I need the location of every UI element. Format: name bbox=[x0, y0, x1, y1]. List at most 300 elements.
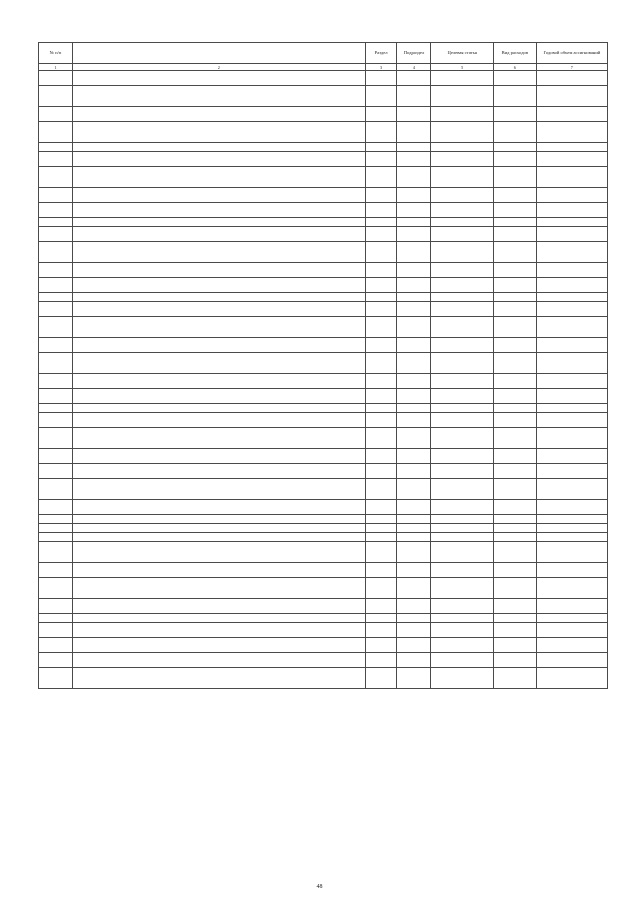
row-number-cell bbox=[39, 428, 73, 449]
row-expense-type-cell bbox=[493, 71, 536, 86]
row-amount-cell bbox=[536, 152, 607, 167]
row-subsection-cell bbox=[397, 449, 431, 464]
row-amount-cell bbox=[536, 479, 607, 500]
row-subsection-cell bbox=[397, 317, 431, 338]
row-article-cell bbox=[431, 338, 493, 353]
row-number-cell bbox=[39, 413, 73, 428]
row-expense-type-cell bbox=[493, 263, 536, 278]
row-expense-type-cell bbox=[493, 152, 536, 167]
row-expense-type-cell bbox=[493, 542, 536, 563]
row-section-cell bbox=[365, 167, 397, 188]
row-description-cell bbox=[72, 242, 365, 263]
table-row bbox=[39, 449, 608, 464]
row-expense-type-cell bbox=[493, 623, 536, 638]
row-subsection-cell bbox=[397, 338, 431, 353]
row-amount-cell bbox=[536, 578, 607, 599]
row-section-cell bbox=[365, 71, 397, 86]
row-subsection-cell bbox=[397, 203, 431, 218]
row-description-cell bbox=[72, 338, 365, 353]
row-article-cell bbox=[431, 614, 493, 623]
row-number-cell bbox=[39, 242, 73, 263]
row-description-cell bbox=[72, 479, 365, 500]
row-section-cell bbox=[365, 293, 397, 302]
row-article-cell bbox=[431, 242, 493, 263]
row-amount-cell bbox=[536, 278, 607, 293]
row-article-cell bbox=[431, 353, 493, 374]
row-description-cell bbox=[72, 623, 365, 638]
row-description-cell bbox=[72, 302, 365, 317]
row-number-cell bbox=[39, 188, 73, 203]
table-row bbox=[39, 278, 608, 293]
row-number-cell bbox=[39, 500, 73, 515]
row-article-cell bbox=[431, 449, 493, 464]
row-amount-cell bbox=[536, 353, 607, 374]
table-row bbox=[39, 374, 608, 389]
row-amount-cell bbox=[536, 71, 607, 86]
row-article-cell bbox=[431, 413, 493, 428]
row-expense-type-cell bbox=[493, 86, 536, 107]
row-expense-type-cell bbox=[493, 107, 536, 122]
header-expense-type: Вид расходов bbox=[493, 43, 536, 64]
row-expense-type-cell bbox=[493, 578, 536, 599]
row-number-cell bbox=[39, 464, 73, 479]
row-article-cell bbox=[431, 143, 493, 152]
row-expense-type-cell bbox=[493, 599, 536, 614]
row-section-cell bbox=[365, 143, 397, 152]
table-row bbox=[39, 317, 608, 338]
table-row bbox=[39, 428, 608, 449]
row-subsection-cell bbox=[397, 107, 431, 122]
row-expense-type-cell bbox=[493, 167, 536, 188]
budget-allocation-table bbox=[38, 42, 608, 689]
column-number: 2 bbox=[72, 64, 365, 71]
row-subsection-cell bbox=[397, 293, 431, 302]
row-section-cell bbox=[365, 464, 397, 479]
table-row bbox=[39, 143, 608, 152]
row-amount-cell bbox=[536, 86, 607, 107]
row-expense-type-cell bbox=[493, 653, 536, 668]
row-article-cell bbox=[431, 428, 493, 449]
table-row bbox=[39, 404, 608, 413]
row-amount-cell bbox=[536, 302, 607, 317]
table-row bbox=[39, 479, 608, 500]
row-article-cell bbox=[431, 122, 493, 143]
row-subsection-cell bbox=[397, 218, 431, 227]
row-expense-type-cell bbox=[493, 143, 536, 152]
table-row bbox=[39, 464, 608, 479]
table-row bbox=[39, 86, 608, 107]
row-number-cell bbox=[39, 578, 73, 599]
row-amount-cell bbox=[536, 143, 607, 152]
table-row bbox=[39, 203, 608, 218]
row-description-cell bbox=[72, 599, 365, 614]
row-amount-cell bbox=[536, 638, 607, 653]
row-subsection-cell bbox=[397, 167, 431, 188]
row-amount-cell bbox=[536, 218, 607, 227]
row-number-cell bbox=[39, 86, 73, 107]
row-expense-type-cell bbox=[493, 500, 536, 515]
row-subsection-cell bbox=[397, 122, 431, 143]
row-section-cell bbox=[365, 317, 397, 338]
row-section-cell bbox=[365, 479, 397, 500]
row-article-cell bbox=[431, 152, 493, 167]
row-number-cell bbox=[39, 317, 73, 338]
row-number-cell bbox=[39, 263, 73, 278]
row-article-cell bbox=[431, 263, 493, 278]
row-subsection-cell bbox=[397, 653, 431, 668]
row-number-cell bbox=[39, 449, 73, 464]
row-amount-cell bbox=[536, 623, 607, 638]
row-article-cell bbox=[431, 167, 493, 188]
row-expense-type-cell bbox=[493, 413, 536, 428]
row-expense-type-cell bbox=[493, 479, 536, 500]
row-subsection-cell bbox=[397, 263, 431, 278]
table-row bbox=[39, 515, 608, 524]
row-section-cell bbox=[365, 389, 397, 404]
row-section-cell bbox=[365, 404, 397, 413]
row-section-cell bbox=[365, 563, 397, 578]
row-expense-type-cell bbox=[493, 404, 536, 413]
row-expense-type-cell bbox=[493, 353, 536, 374]
row-section-cell bbox=[365, 203, 397, 218]
row-subsection-cell bbox=[397, 464, 431, 479]
row-article-cell bbox=[431, 653, 493, 668]
row-subsection-cell bbox=[397, 578, 431, 599]
row-section-cell bbox=[365, 413, 397, 428]
row-description-cell bbox=[72, 107, 365, 122]
row-article-cell bbox=[431, 317, 493, 338]
row-expense-type-cell bbox=[493, 278, 536, 293]
row-article-cell bbox=[431, 464, 493, 479]
row-section-cell bbox=[365, 515, 397, 524]
row-article-cell bbox=[431, 578, 493, 599]
row-article-cell bbox=[431, 524, 493, 533]
table-row bbox=[39, 623, 608, 638]
row-section-cell bbox=[365, 449, 397, 464]
table-row bbox=[39, 389, 608, 404]
table-row bbox=[39, 71, 608, 86]
row-subsection-cell bbox=[397, 86, 431, 107]
row-description-cell bbox=[72, 563, 365, 578]
row-expense-type-cell bbox=[493, 218, 536, 227]
row-description-cell bbox=[72, 152, 365, 167]
row-amount-cell bbox=[536, 107, 607, 122]
row-article-cell bbox=[431, 599, 493, 614]
row-number-cell bbox=[39, 107, 73, 122]
row-amount-cell bbox=[536, 188, 607, 203]
row-subsection-cell bbox=[397, 668, 431, 689]
table-row bbox=[39, 563, 608, 578]
row-description-cell bbox=[72, 218, 365, 227]
table-row bbox=[39, 263, 608, 278]
row-description-cell bbox=[72, 86, 365, 107]
table-row bbox=[39, 302, 608, 317]
table-row bbox=[39, 242, 608, 263]
row-article-cell bbox=[431, 302, 493, 317]
row-amount-cell bbox=[536, 227, 607, 242]
row-expense-type-cell bbox=[493, 302, 536, 317]
row-description-cell bbox=[72, 167, 365, 188]
table-row bbox=[39, 107, 608, 122]
table-row bbox=[39, 578, 608, 599]
row-description-cell bbox=[72, 524, 365, 533]
header-number: № п/п bbox=[39, 43, 73, 64]
row-number-cell bbox=[39, 479, 73, 500]
column-number: 5 bbox=[431, 64, 493, 71]
row-number-cell bbox=[39, 218, 73, 227]
row-number-cell bbox=[39, 203, 73, 218]
row-article-cell bbox=[431, 188, 493, 203]
row-number-cell bbox=[39, 533, 73, 542]
row-subsection-cell bbox=[397, 542, 431, 563]
row-description-cell bbox=[72, 533, 365, 542]
row-article-cell bbox=[431, 293, 493, 302]
row-section-cell bbox=[365, 542, 397, 563]
row-amount-cell bbox=[536, 428, 607, 449]
row-number-cell bbox=[39, 563, 73, 578]
row-article-cell bbox=[431, 404, 493, 413]
row-amount-cell bbox=[536, 653, 607, 668]
row-number-cell bbox=[39, 152, 73, 167]
row-number-cell bbox=[39, 599, 73, 614]
row-amount-cell bbox=[536, 374, 607, 389]
row-section-cell bbox=[365, 122, 397, 143]
row-section-cell bbox=[365, 614, 397, 623]
row-expense-type-cell bbox=[493, 524, 536, 533]
row-article-cell bbox=[431, 542, 493, 563]
column-number: 6 bbox=[493, 64, 536, 71]
row-article-cell bbox=[431, 563, 493, 578]
row-article-cell bbox=[431, 227, 493, 242]
row-number-cell bbox=[39, 293, 73, 302]
row-description-cell bbox=[72, 389, 365, 404]
column-number: 1 bbox=[39, 64, 73, 71]
row-subsection-cell bbox=[397, 515, 431, 524]
table-row bbox=[39, 353, 608, 374]
table-body bbox=[39, 71, 608, 689]
table-row bbox=[39, 638, 608, 653]
row-number-cell bbox=[39, 668, 73, 689]
column-number: 3 bbox=[365, 64, 397, 71]
row-amount-cell bbox=[536, 668, 607, 689]
table-row bbox=[39, 227, 608, 242]
row-description-cell bbox=[72, 188, 365, 203]
row-section-cell bbox=[365, 338, 397, 353]
row-amount-cell bbox=[536, 389, 607, 404]
row-subsection-cell bbox=[397, 188, 431, 203]
row-subsection-cell bbox=[397, 524, 431, 533]
row-section-cell bbox=[365, 218, 397, 227]
row-subsection-cell bbox=[397, 599, 431, 614]
row-amount-cell bbox=[536, 464, 607, 479]
row-article-cell bbox=[431, 638, 493, 653]
column-number: 7 bbox=[536, 64, 607, 71]
row-subsection-cell bbox=[397, 638, 431, 653]
row-section-cell bbox=[365, 428, 397, 449]
row-description-cell bbox=[72, 428, 365, 449]
row-expense-type-cell bbox=[493, 638, 536, 653]
row-subsection-cell bbox=[397, 227, 431, 242]
header-subsection: Подраздел bbox=[397, 43, 431, 64]
row-section-cell bbox=[365, 242, 397, 263]
row-subsection-cell bbox=[397, 374, 431, 389]
row-description-cell bbox=[72, 614, 365, 623]
header-section: Раздел bbox=[365, 43, 397, 64]
row-description-cell bbox=[72, 71, 365, 86]
table-row bbox=[39, 614, 608, 623]
row-number-cell bbox=[39, 638, 73, 653]
row-section-cell bbox=[365, 599, 397, 614]
row-section-cell bbox=[365, 653, 397, 668]
row-subsection-cell bbox=[397, 533, 431, 542]
row-expense-type-cell bbox=[493, 338, 536, 353]
row-amount-cell bbox=[536, 614, 607, 623]
row-article-cell bbox=[431, 278, 493, 293]
row-number-cell bbox=[39, 653, 73, 668]
row-section-cell bbox=[365, 668, 397, 689]
row-section-cell bbox=[365, 278, 397, 293]
row-description-cell bbox=[72, 668, 365, 689]
row-section-cell bbox=[365, 623, 397, 638]
row-amount-cell bbox=[536, 242, 607, 263]
row-description-cell bbox=[72, 263, 365, 278]
row-expense-type-cell bbox=[493, 533, 536, 542]
row-number-cell bbox=[39, 623, 73, 638]
row-number-cell bbox=[39, 302, 73, 317]
row-subsection-cell bbox=[397, 614, 431, 623]
row-article-cell bbox=[431, 515, 493, 524]
row-amount-cell bbox=[536, 533, 607, 542]
table-row bbox=[39, 338, 608, 353]
row-section-cell bbox=[365, 227, 397, 242]
table-row bbox=[39, 533, 608, 542]
table-row bbox=[39, 122, 608, 143]
row-section-cell bbox=[365, 263, 397, 278]
row-subsection-cell bbox=[397, 404, 431, 413]
row-description-cell bbox=[72, 317, 365, 338]
row-article-cell bbox=[431, 668, 493, 689]
row-amount-cell bbox=[536, 542, 607, 563]
row-amount-cell bbox=[536, 338, 607, 353]
header-amount: Годовой объем ассигнований bbox=[536, 43, 607, 64]
row-number-cell bbox=[39, 515, 73, 524]
row-description-cell bbox=[72, 122, 365, 143]
row-section-cell bbox=[365, 578, 397, 599]
row-section-cell bbox=[365, 86, 397, 107]
row-amount-cell bbox=[536, 167, 607, 188]
row-article-cell bbox=[431, 623, 493, 638]
row-subsection-cell bbox=[397, 389, 431, 404]
row-amount-cell bbox=[536, 317, 607, 338]
row-number-cell bbox=[39, 71, 73, 86]
row-number-cell bbox=[39, 614, 73, 623]
row-number-cell bbox=[39, 143, 73, 152]
row-subsection-cell bbox=[397, 143, 431, 152]
row-section-cell bbox=[365, 353, 397, 374]
row-subsection-cell bbox=[397, 353, 431, 374]
row-article-cell bbox=[431, 71, 493, 86]
row-number-cell bbox=[39, 374, 73, 389]
row-expense-type-cell bbox=[493, 317, 536, 338]
row-description-cell bbox=[72, 500, 365, 515]
row-subsection-cell bbox=[397, 278, 431, 293]
table-row bbox=[39, 524, 608, 533]
row-expense-type-cell bbox=[493, 188, 536, 203]
row-subsection-cell bbox=[397, 563, 431, 578]
row-description-cell bbox=[72, 515, 365, 524]
row-number-cell bbox=[39, 278, 73, 293]
row-amount-cell bbox=[536, 122, 607, 143]
row-expense-type-cell bbox=[493, 449, 536, 464]
table-row bbox=[39, 167, 608, 188]
row-subsection-cell bbox=[397, 500, 431, 515]
table-row bbox=[39, 542, 608, 563]
row-subsection-cell bbox=[397, 152, 431, 167]
row-expense-type-cell bbox=[493, 203, 536, 218]
row-number-cell bbox=[39, 389, 73, 404]
row-article-cell bbox=[431, 389, 493, 404]
row-subsection-cell bbox=[397, 413, 431, 428]
row-number-cell bbox=[39, 338, 73, 353]
row-article-cell bbox=[431, 374, 493, 389]
row-expense-type-cell bbox=[493, 428, 536, 449]
row-article-cell bbox=[431, 500, 493, 515]
row-description-cell bbox=[72, 542, 365, 563]
row-description-cell bbox=[72, 413, 365, 428]
row-amount-cell bbox=[536, 599, 607, 614]
row-article-cell bbox=[431, 107, 493, 122]
row-amount-cell bbox=[536, 203, 607, 218]
row-description-cell bbox=[72, 293, 365, 302]
row-amount-cell bbox=[536, 293, 607, 302]
row-description-cell bbox=[72, 227, 365, 242]
table-row bbox=[39, 152, 608, 167]
header-article: Целевая статья bbox=[431, 43, 493, 64]
row-section-cell bbox=[365, 638, 397, 653]
row-section-cell bbox=[365, 524, 397, 533]
row-description-cell bbox=[72, 638, 365, 653]
row-article-cell bbox=[431, 86, 493, 107]
column-number: 4 bbox=[397, 64, 431, 71]
column-number-row bbox=[39, 64, 608, 71]
table-header-row bbox=[39, 43, 608, 64]
page-number: 48 bbox=[316, 884, 323, 890]
row-expense-type-cell bbox=[493, 563, 536, 578]
row-expense-type-cell bbox=[493, 668, 536, 689]
row-expense-type-cell bbox=[493, 227, 536, 242]
table-row bbox=[39, 218, 608, 227]
row-amount-cell bbox=[536, 404, 607, 413]
row-expense-type-cell bbox=[493, 242, 536, 263]
row-section-cell bbox=[365, 374, 397, 389]
row-amount-cell bbox=[536, 413, 607, 428]
table-row bbox=[39, 188, 608, 203]
row-description-cell bbox=[72, 203, 365, 218]
row-amount-cell bbox=[536, 524, 607, 533]
table-row bbox=[39, 293, 608, 302]
row-expense-type-cell bbox=[493, 614, 536, 623]
row-number-cell bbox=[39, 524, 73, 533]
row-description-cell bbox=[72, 653, 365, 668]
row-article-cell bbox=[431, 203, 493, 218]
row-description-cell bbox=[72, 374, 365, 389]
row-subsection-cell bbox=[397, 623, 431, 638]
row-article-cell bbox=[431, 533, 493, 542]
table-row bbox=[39, 413, 608, 428]
row-amount-cell bbox=[536, 563, 607, 578]
row-section-cell bbox=[365, 188, 397, 203]
row-subsection-cell bbox=[397, 302, 431, 317]
